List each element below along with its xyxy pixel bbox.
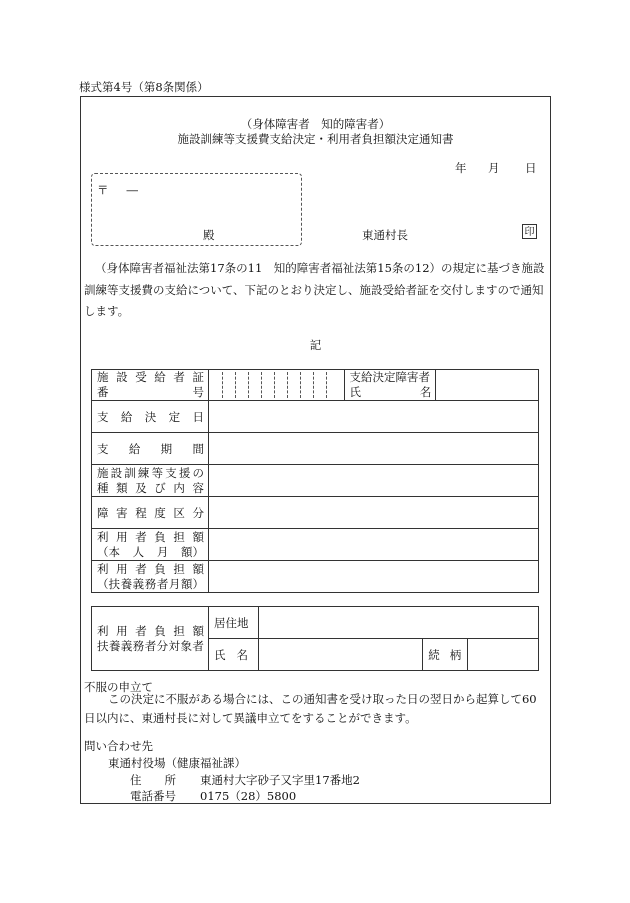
- date-day: 日: [525, 161, 537, 175]
- date-month: 月: [488, 161, 500, 175]
- issuer-name: 東通村長: [362, 228, 408, 242]
- supporter-name-field[interactable]: [258, 639, 422, 671]
- contact-address-label: 住 所: [130, 773, 176, 787]
- cert-label-top: 施 設 受 給 者 証: [97, 370, 204, 384]
- contact-tel: 0175（28）5800: [200, 789, 297, 803]
- relation-field[interactable]: [468, 639, 539, 671]
- supporter-target-label: 利 用 者 負 担 額 扶 養 義 務 者 分 対 象 者: [92, 607, 209, 671]
- decided-person-top: 支給決定障害者: [349, 370, 431, 384]
- objection-text: この決定に不服がある場合には、この通知書を受け取った日の翌日から起算して60日以内に、東通村長に対して異議申立てをすることができます。: [84, 692, 537, 725]
- contact-address: 東通村大字砂子又字里17番地2: [200, 773, 360, 787]
- user-charge-supporter-label: 利 用 者 負 担 額 （扶 養 義 務 者 月 額）: [92, 561, 209, 593]
- table-row: [92, 497, 539, 529]
- supporter-name-label: 氏 名: [208, 639, 258, 671]
- user-charge-supporter-field[interactable]: [208, 561, 538, 593]
- cert-label-bottom: 番 号: [97, 385, 204, 399]
- decided-person-bottom: 氏 名: [349, 385, 432, 399]
- decision-date-field[interactable]: [208, 401, 538, 433]
- ki-heading: 記: [309, 338, 322, 352]
- postal-mark: 〒: [97, 183, 109, 197]
- table-row: [92, 465, 539, 497]
- relation-label: 続 柄: [423, 639, 468, 671]
- decision-table: [91, 369, 539, 593]
- payment-period-label: 支 給 期 間: [92, 433, 209, 465]
- objection-heading: 不服の申立て: [84, 680, 153, 694]
- support-type-field[interactable]: [208, 465, 538, 497]
- cert-number-field[interactable]: [208, 370, 344, 401]
- decision-date-label: 支 給 決 定 日: [92, 401, 209, 433]
- seal-mark: 印: [522, 224, 537, 239]
- title-line1: （身体障害者 知的障害者）: [240, 117, 391, 131]
- title-line2: 施設訓練等支援費支給決定・利用者負担額決定通知書: [177, 132, 454, 146]
- support-type-label: 施 設 訓 練 等 支 援 の 種 類 及 び 内 容: [92, 465, 209, 497]
- postal-dash: ―: [126, 183, 138, 197]
- table-row: [92, 607, 539, 639]
- postal-code: [97, 182, 138, 198]
- payment-period-field[interactable]: [208, 433, 538, 465]
- table-row: [92, 401, 539, 433]
- disability-level-field[interactable]: [208, 497, 538, 529]
- cert-number-label: [92, 370, 209, 401]
- decided-person-field[interactable]: [436, 370, 539, 401]
- table-row: [92, 529, 539, 561]
- table-row: [92, 561, 539, 593]
- form-number: 様式第4号（第8条関係）: [79, 80, 209, 94]
- residence-label: 居住地: [208, 607, 258, 639]
- user-charge-self-field[interactable]: [208, 529, 538, 561]
- residence-field[interactable]: [258, 607, 538, 639]
- contact-tel-label: 電話番号: [130, 789, 176, 803]
- supporter-table: [91, 606, 539, 671]
- disability-level-label: 障 害 程 度 区 分: [92, 497, 209, 529]
- table-row: [92, 433, 539, 465]
- contact-organization: 東通村役場（健康福祉課）: [108, 756, 246, 770]
- table-row: [92, 370, 539, 401]
- contact-heading: 問い合わせ先: [84, 739, 153, 753]
- user-charge-self-label: 利 用 者 負 担 額 （本 人 月 額）: [92, 529, 209, 561]
- honorific: 殿: [203, 228, 215, 242]
- decided-person-label: [344, 370, 436, 401]
- date-year: 年: [455, 161, 467, 175]
- notice-body: （身体障害者福祉法第17条の11 知的障害者福祉法第15条の12）の規定に基づき施設訓練等支援費の支給について、下記のとおり決定し、施設受給者証を交付しますので通知します。: [84, 261, 545, 318]
